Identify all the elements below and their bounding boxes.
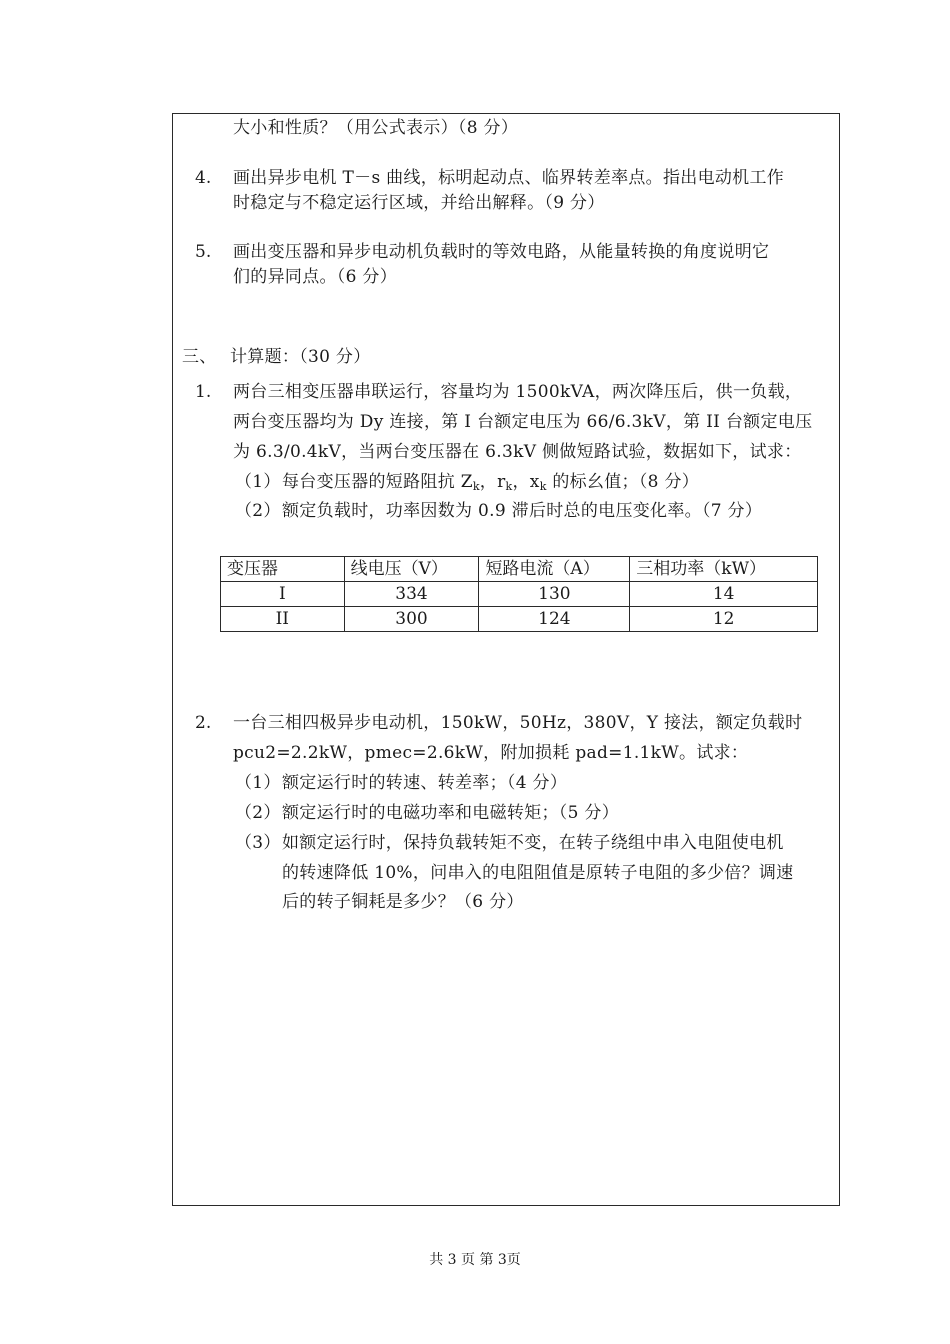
table-cell: 334 — [344, 582, 479, 607]
q5-line-2: 们的异同点。（6 分） — [233, 267, 398, 287]
calc1-line-2: 两台变压器均为 Dy 连接，第 I 台额定电压为 66/6.3kV，第 II 台额定电压 — [233, 412, 813, 432]
calc1-sub2-label: （2） — [235, 501, 281, 521]
calc2-line-2: pcu2=2.2kW，pmec=2.6kW，附加损耗 pad=1.1kW。试求： — [233, 743, 749, 763]
section-3-title: 计算题：（30 分） — [230, 347, 371, 367]
table-cell: 124 — [479, 607, 630, 632]
table-cell: 12 — [630, 607, 818, 632]
calc2-sub3-line-1: 如额定运行时，保持负载转矩不变，在转子绕组中串入电阻使电机 — [282, 833, 784, 853]
section-3-index: 三、 — [182, 347, 217, 367]
q5-number: 5. — [195, 242, 212, 262]
q3-continuation: 大小和性质？（用公式表示）（8 分） — [233, 118, 519, 138]
calc1-sub1-label: （1） — [235, 472, 281, 492]
calc2-sub1-text: 额定运行时的转速、转差率；（4 分） — [282, 773, 568, 793]
table-row — [221, 582, 818, 607]
table-header-cell: 变压器 — [221, 557, 345, 582]
table-header-cell: 短路电流（A） — [479, 557, 630, 582]
calc1-line-1: 两台三相变压器串联运行，容量均为 1500kVA，两次降压后，供一负载， — [233, 382, 803, 402]
short-circuit-test-table — [220, 556, 818, 632]
calc2-sub3-line-2: 的转速降低 10%，问串入的电阻阻值是原转子电阻的多少倍？调速 — [282, 863, 794, 883]
calc2-sub2-text: 额定运行时的电磁功率和电磁转矩；（5 分） — [282, 803, 620, 823]
table-cell: I — [221, 582, 345, 607]
table-cell: 130 — [479, 582, 630, 607]
calc2-sub2-label: （2） — [235, 803, 281, 823]
q4-line-2: 时稳定与不稳定运行区域，并给出解释。（9 分） — [233, 193, 605, 213]
table-header-cell: 三相功率（kW） — [630, 557, 818, 582]
calc1-number: 1. — [195, 382, 212, 402]
calc1-line-3: 为 6.3/0.4kV，当两台变压器在 6.3kV 侧做短路试验，数据如下，试求： — [233, 442, 802, 462]
q4-number: 4. — [195, 168, 212, 188]
table-cell: II — [221, 607, 345, 632]
calc2-sub3-label: （3） — [235, 833, 281, 853]
table-header-row — [221, 557, 818, 582]
calc2-sub1-label: （1） — [235, 773, 281, 793]
page-footer: 共 3 页 第 3页 — [429, 1252, 521, 1268]
calc2-number: 2. — [195, 713, 212, 733]
calc2-sub3-line-3: 后的转子铜耗是多少？（6 分） — [282, 892, 524, 912]
table-cell: 14 — [630, 582, 818, 607]
calc1-sub1-text: 每台变压器的短路阻抗 $Z_k$，$r_k$，$x_k$ 的标幺值；（8 分） — [282, 472, 700, 493]
q5-line-1: 画出变压器和异步电动机负载时的等效电路，从能量转换的角度说明它 — [233, 242, 770, 262]
calc1-sub2-text: 额定负载时，功率因数为 0.9 滞后时总的电压变化率。（7 分） — [282, 501, 763, 521]
table-cell: 300 — [344, 607, 479, 632]
table-row — [221, 607, 818, 632]
table-header-cell: 线电压（V） — [344, 557, 479, 582]
q4-line-1: 画出异步电机 T－s 曲线，标明起动点、临界转差率点。指出电动机工作 — [233, 168, 785, 188]
calc2-line-1: 一台三相四极异步电动机，150kW，50Hz，380V，Y 接法，额定负载时 — [233, 713, 803, 733]
